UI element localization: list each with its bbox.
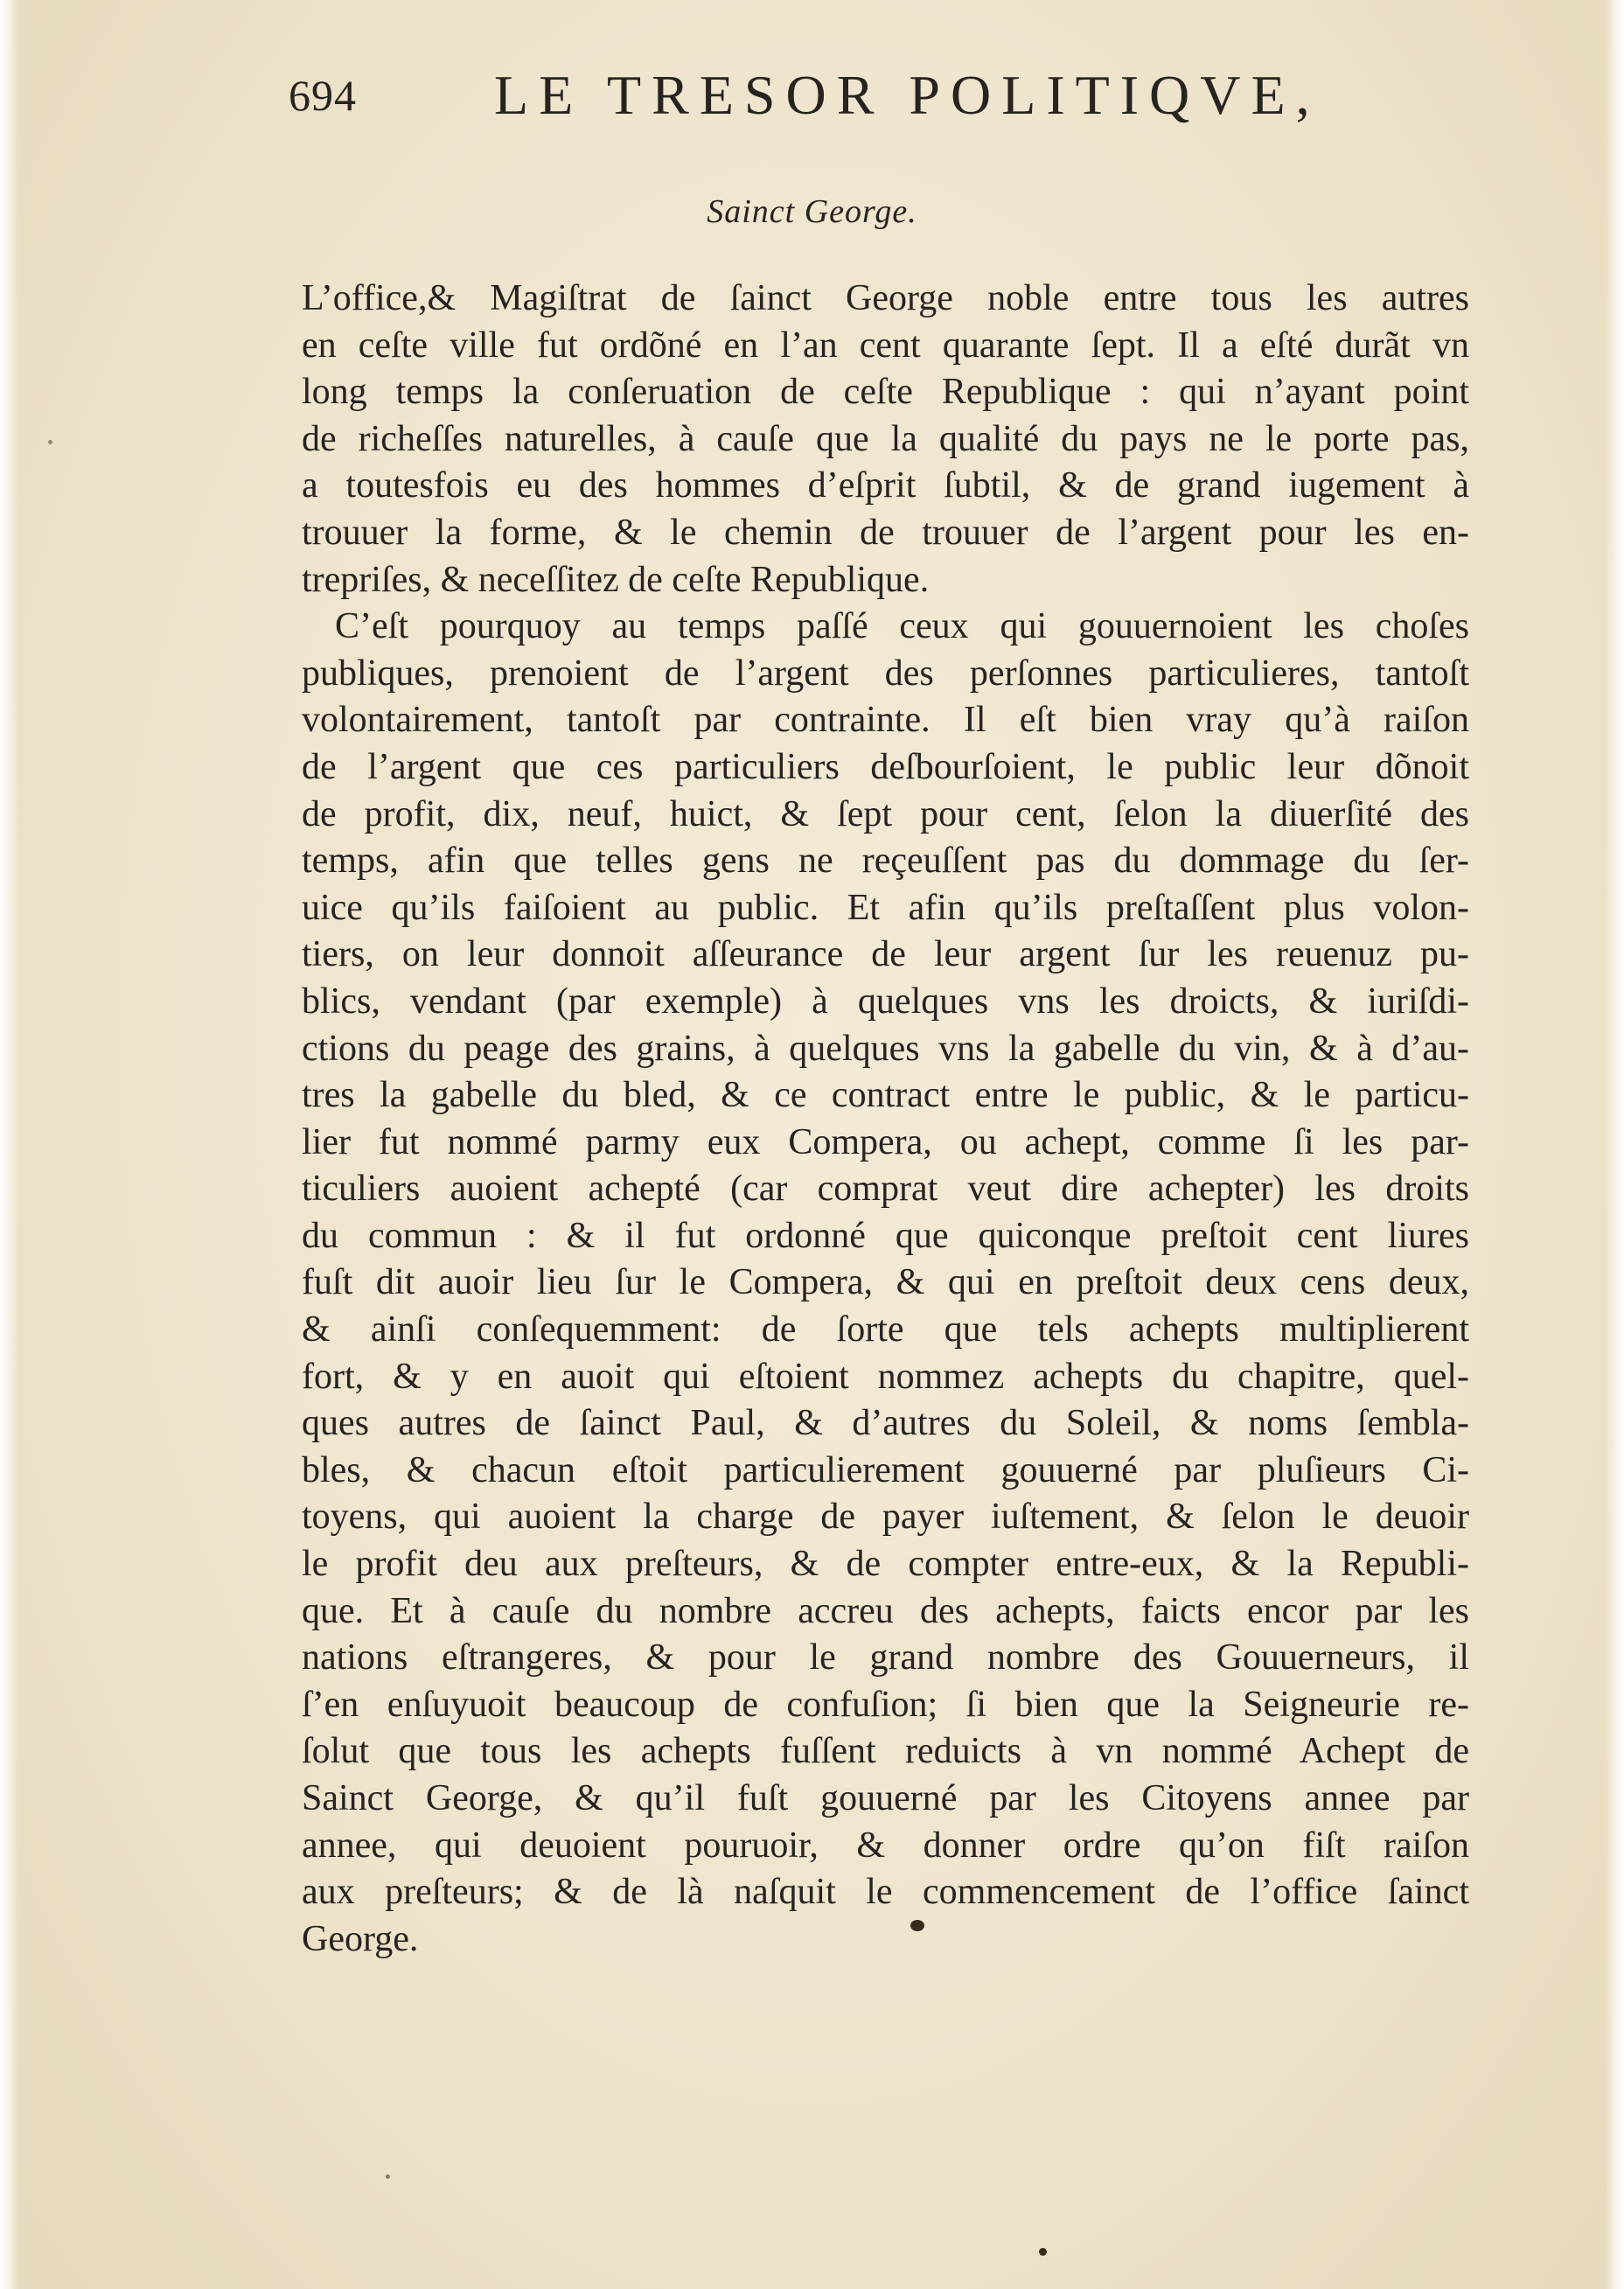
text-line: fort, & y en auoit qui eſtoient nommez achepts du chapitre, quel- bbox=[302, 1356, 1469, 1397]
text-line: ſ’en enſuyuoit beaucoup de confuſion; ſi bien que la Seigneurie re- bbox=[302, 1684, 1469, 1725]
text-line: aux preſteurs; & de là naſquit le commencement de l’office ſainct bbox=[302, 1872, 1469, 1913]
text-line: de l’argent que ces particuliers deſbourſoient, le public leur dõnoit bbox=[302, 746, 1469, 787]
text-line: toyens, qui auoient la charge de payer iuſtement, & ſelon le deuoir bbox=[302, 1497, 1469, 1538]
page-right-edge bbox=[1605, 0, 1624, 2289]
body-text bbox=[302, 276, 1469, 1963]
text-line: nations eſtrangeres, & pour le grand nombre des Gouuerneurs, il bbox=[302, 1637, 1469, 1678]
text-line: long temps la conſeruation de ceſte Republique : qui n’ayant point bbox=[302, 372, 1469, 413]
text-line: de richeſſes naturelles, à cauſe que la qualité du pays ne le porte pas, bbox=[302, 418, 1469, 459]
page-header bbox=[289, 63, 1338, 133]
text-line: L’office,& Magiſtrat de ſainct George noble entre tous les autres bbox=[302, 278, 1469, 318]
text-line: le profit deu aux preſteurs, & de compter entre-eux, & la Republi- bbox=[302, 1544, 1469, 1585]
text-line: uice qu’ils faiſoient au public. Et afin qu’ils preſtaſſent plus volon- bbox=[302, 887, 1469, 928]
text-line: du commun : & il fut ordonné que quiconque preſtoit cent liures bbox=[302, 1215, 1469, 1256]
text-line: lier fut nommé parmy eux Compera, ou achept, comme ſi les par- bbox=[302, 1121, 1469, 1162]
text-line: a toutesfois eu des hommes d’eſprit ſubtil, & de grand iugement à bbox=[302, 465, 1469, 506]
page-left-edge bbox=[0, 0, 19, 2289]
text-line: C’eſt pourquoy au temps paſſé ceux qui gouuernoient les choſes bbox=[335, 606, 1469, 647]
text-line: publiques, prenoient de l’argent des perſonnes particulieres, tantoſt bbox=[302, 653, 1469, 694]
text-line: George. bbox=[302, 1918, 419, 1959]
text-line: de profit, dix, neuf, huict, & ſept pour cent, ſelon la diuerſité des bbox=[302, 793, 1469, 834]
text-line: ctions du peage des grains, à quelques vns la gabelle du vin, & à d’au- bbox=[302, 1028, 1469, 1069]
text-line: que. Et à cauſe du nombre accreu des achepts, faicts encor par les bbox=[302, 1590, 1469, 1631]
text-line: tres la gabelle du bled, & ce contract entre le public, & le particu- bbox=[302, 1075, 1469, 1116]
text-line: bles, & chacun eſtoit particulierement gouuerné par pluſieurs Ci- bbox=[302, 1449, 1469, 1490]
text-line: ticuliers auoient achepté (car comprat veut dire achepter) les droits bbox=[302, 1169, 1469, 1210]
ink-blot bbox=[48, 440, 52, 444]
ink-blot bbox=[910, 1920, 924, 1931]
text-line: Sainct George, & qu’il fuſt gouuerné par les Citoyens annee par bbox=[302, 1778, 1469, 1818]
text-line: fuſt dit auoir lieu ſur le Compera, & qui en preſtoit deux cens deux, bbox=[302, 1262, 1469, 1303]
text-line: ſolut que tous les achepts fuſſent reduicts à vn nommé Achept de bbox=[302, 1731, 1469, 1772]
text-line: trepriſes, & neceſſitez de ceſte Republique. bbox=[302, 559, 930, 600]
text-line: blics, vendant (par exemple) à quelques vns les droicts, & iuriſdi- bbox=[302, 981, 1469, 1022]
page-number: 694 bbox=[289, 71, 357, 120]
ink-blot bbox=[1039, 2248, 1047, 2256]
text-line: volontairement, tantoſt par contrainte. Il eſt bien vray qu’à raiſon bbox=[302, 700, 1469, 741]
ink-blot bbox=[386, 2174, 390, 2179]
running-title: LE TRESOR POLITIQVE, bbox=[494, 64, 1321, 126]
text-line: en ceſte ville fut ordõné en l’an cent quarante ſept. Il a eſté durãt vn bbox=[302, 325, 1469, 366]
text-line: ques autres de ſainct Paul, & d’autres du Soleil, & noms ſembla- bbox=[302, 1403, 1469, 1444]
text-line: tiers, on leur donnoit aſſeurance de leur argent ſur les reuenuz pu- bbox=[302, 934, 1469, 975]
section-heading: Sainct George. bbox=[707, 193, 917, 230]
text-line: annee, qui deuoient pouruoir, & donner ordre qu’on fiſt raiſon bbox=[302, 1825, 1469, 1866]
text-line: temps, afin que telles gens ne reçeuſſent pas du dommage du ſer- bbox=[302, 841, 1469, 882]
text-line: & ainſi conſequemment: de ſorte que tels achepts multiplierent bbox=[302, 1309, 1469, 1350]
text-line: trouuer la forme, & le chemin de trouuer de l’argent pour les en- bbox=[302, 512, 1469, 553]
